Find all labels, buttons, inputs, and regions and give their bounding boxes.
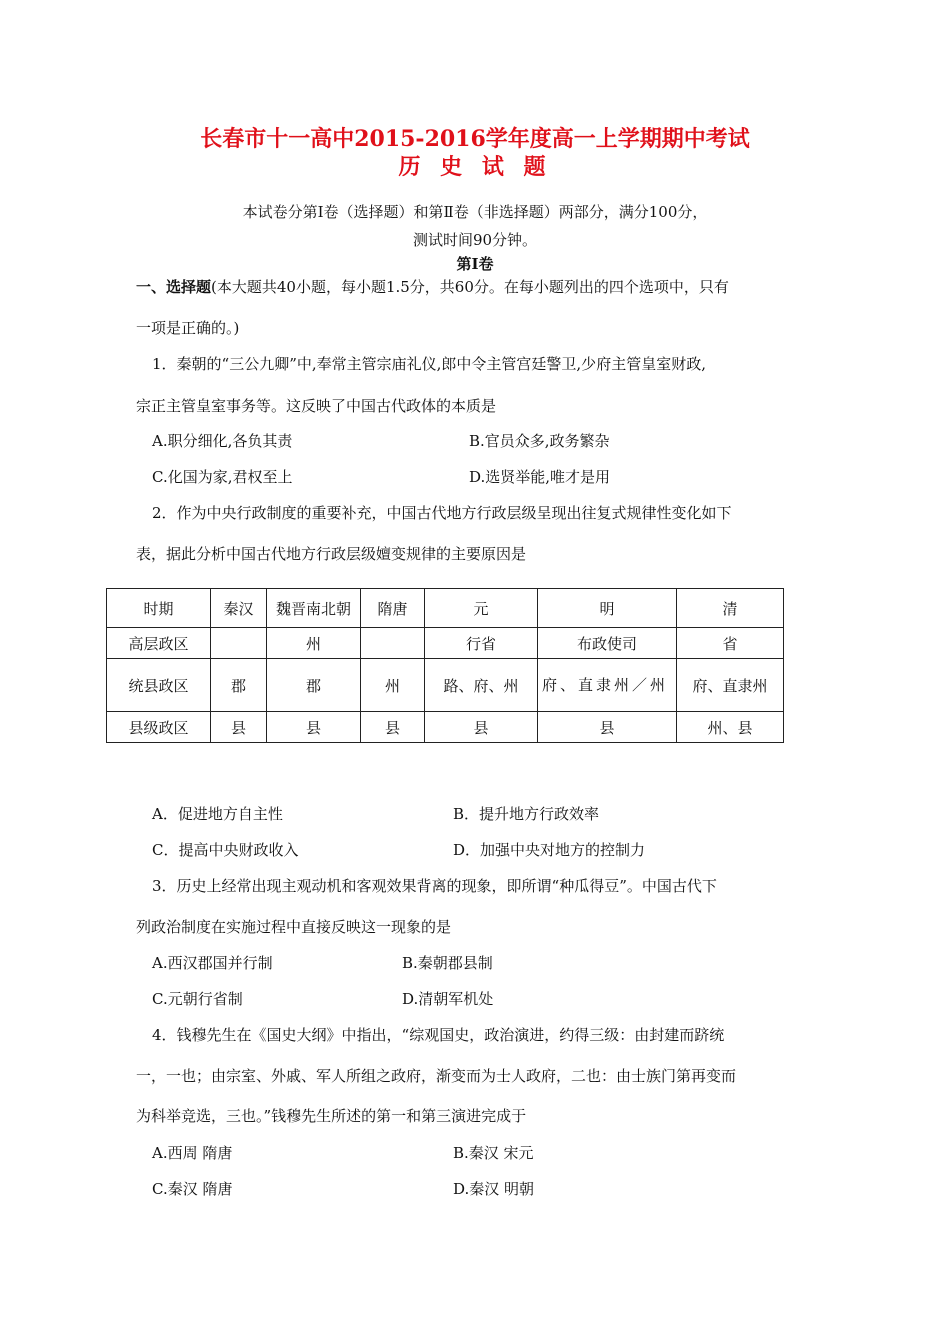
table-cell: 县 <box>211 712 267 743</box>
table-row <box>107 712 784 743</box>
table-cell: 县级政区 <box>107 712 211 743</box>
intro-line-1: 本试卷分第Ⅰ卷（选择题）和第Ⅱ卷（非选择题）两部分，满分100分， <box>242 203 708 221</box>
q1-stem-line1: 1．秦朝的“三公九卿”中,奉常主管宗庙礼仪,郎中令主管宫廷警卫,少府主管皇室财政, <box>152 355 706 373</box>
intro-line-2: 测试时间90分钟。 <box>412 231 538 249</box>
q1-stem-line2: 宗正主管皇室事务等。这反映了中国古代政体的本质是 <box>136 397 497 415</box>
q4-option-a: A.西周 隋唐 <box>152 1144 233 1162</box>
q4-stem-line2: 一，一也；由宗室、外戚、军人所组之政府，渐变而为士人政府，二也：由士族门第再变而 <box>136 1067 737 1085</box>
table-header-cell: 清 <box>677 589 784 628</box>
q2-option-a: A．促进地方自主性 <box>152 805 283 823</box>
table-header-cell: 明 <box>538 589 677 628</box>
table-cell: 县 <box>267 712 361 743</box>
admin-levels-table <box>106 588 784 743</box>
table-cell: 州 <box>267 628 361 659</box>
q2-option-c: C．提高中央财政收入 <box>152 841 299 859</box>
table-header-cell: 隋唐 <box>361 589 425 628</box>
q3-option-c: C.元朝行省制 <box>152 990 243 1008</box>
q2-option-d: D．加强中央对地方的控制力 <box>453 841 646 859</box>
q2-stem-line1: 2．作为中央行政制度的重要补充，中国古代地方行政层级呈现出往复式规律性变化如下 <box>152 504 732 522</box>
table-header-cell: 元 <box>425 589 538 628</box>
q3-stem-line1: 3．历史上经常出现主观动机和客观效果背离的现象，即所谓“种瓜得豆”。中国古代下 <box>152 877 717 895</box>
table-header-row <box>107 589 784 628</box>
table-cell: 行省 <box>425 628 538 659</box>
part1-instructions-text: (本大题共40小题，每小题1.5分，共60分。在每小题列出的四个选项中，只有 <box>211 278 729 296</box>
table-cell: 县 <box>361 712 425 743</box>
q3-option-a: A.西汉郡国并行制 <box>152 954 273 972</box>
table-row <box>107 628 784 659</box>
table-row <box>107 659 784 712</box>
table-cell: 州、县 <box>677 712 784 743</box>
table-cell: 布政使司 <box>538 628 677 659</box>
table-cell: 府、直隶州／州 <box>538 659 677 712</box>
table-cell: 统县政区 <box>107 659 211 712</box>
table-cell: 省 <box>677 628 784 659</box>
part1-instructions <box>136 277 729 297</box>
part1-heading: 一、选择题 <box>136 278 212 296</box>
table-header-cell: 时期 <box>107 589 211 628</box>
q4-option-c: C.秦汉 隋唐 <box>152 1180 233 1198</box>
q4-option-b: B.秦汉 宋元 <box>453 1144 534 1162</box>
q3-option-b: B.秦朝郡县制 <box>402 954 493 972</box>
q4-stem-line3: 为科举竞选，三也。”钱穆先生所述的第一和第三演进完成于 <box>136 1107 527 1125</box>
table-cell: 高层政区 <box>107 628 211 659</box>
q4-stem-line1: 4．钱穆先生在《国史大纲》中指出，“综观国史，政治演进，约得三级：由封建而跻统 <box>152 1026 725 1044</box>
q1-option-a: A.职分细化,各负其责 <box>152 432 293 450</box>
table-cell: 郡 <box>211 659 267 712</box>
q3-option-d: D.清朝军机处 <box>402 990 494 1008</box>
table-cell: 府、直隶州 <box>677 659 784 712</box>
table-cell: 县 <box>538 712 677 743</box>
q2-stem-line2: 表，据此分析中国古代地方行政层级嬗变规律的主要原因是 <box>136 545 527 563</box>
part1-instructions-line2: 一项是正确的。) <box>136 319 240 337</box>
q4-option-d: D.秦汉 明朝 <box>453 1180 535 1198</box>
q1-option-b: B.官员众多,政务繁杂 <box>469 432 610 450</box>
subject-title: 历 史 试 题 <box>398 154 552 180</box>
section-label: 第Ⅰ卷 <box>456 255 494 273</box>
q3-stem-line2: 列政治制度在实施过程中直接反映这一现象的是 <box>136 918 452 936</box>
q1-option-d: D.选贤举能,唯才是用 <box>469 468 611 486</box>
q2-option-b: B．提升地方行政效率 <box>453 805 600 823</box>
table-cell: 州 <box>361 659 425 712</box>
table-cell: 郡 <box>267 659 361 712</box>
table-header-cell: 秦汉 <box>211 589 267 628</box>
table-cell <box>211 628 267 659</box>
q1-option-c: C.化国为家,君权至上 <box>152 468 293 486</box>
table-cell <box>361 628 425 659</box>
table-header-cell: 魏晋南北朝 <box>267 589 361 628</box>
table-cell: 路、府、州 <box>425 659 538 712</box>
exam-title: 长春市十一高中2015-2016学年度高一上学期期中考试 <box>200 126 750 152</box>
table-cell: 县 <box>425 712 538 743</box>
